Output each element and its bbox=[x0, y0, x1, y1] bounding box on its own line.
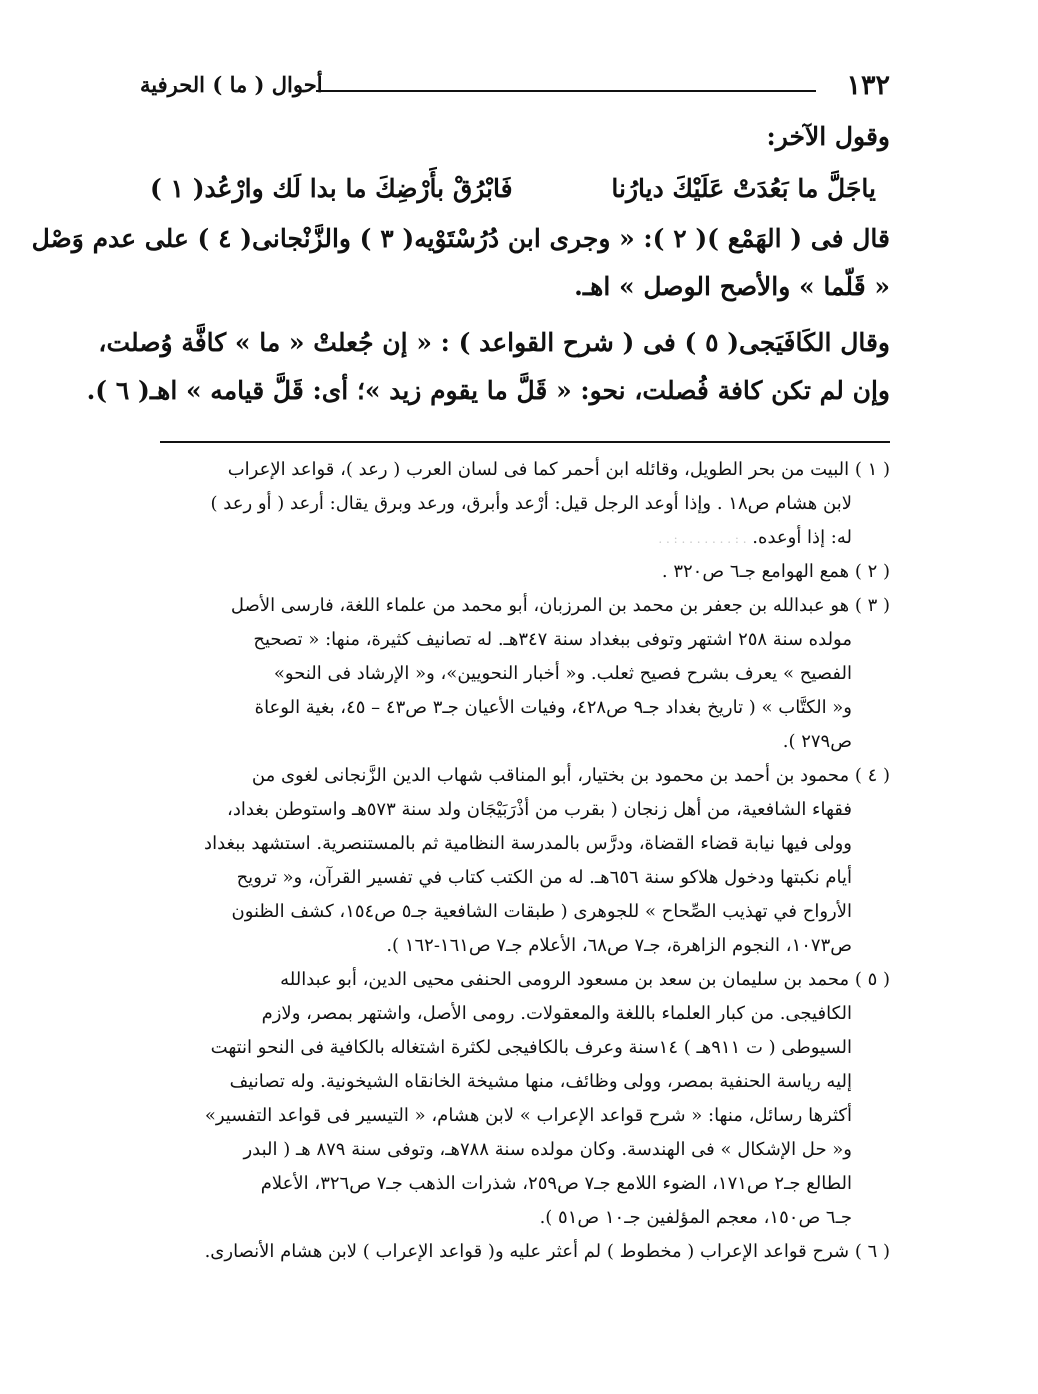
footnote-line: ( ٥ ) محمد بن سليمان بن سعد بن مسعود الرومى الحنفى محيى الدين، أبو عبدالله bbox=[280, 969, 890, 990]
footnote-line: وولى فيها نيابة قضاء القضاة، ودرَّس بالمدرسة النظامية ثم بالمستنصرية. استشهد ببغداد bbox=[204, 833, 852, 854]
footnote-line: جـ٦ ص١٥٠، معجم المؤلفين جـ١٠ ص٥١ ). bbox=[539, 1207, 852, 1228]
footnote-line: ص١٠٧٣، النجوم الزاهرة، جـ٧ ص٦٨، الأعلام جـ٧ ص١٦١-١٦٢ ). bbox=[386, 935, 852, 956]
footnote-line: ( ٢ ) همع الهوامع جـ٦ ص٣٢٠ . bbox=[661, 561, 890, 582]
footnote-line: الأرواح في تهذيب الصِّحاح » للجوهرى ( طبقات الشافعية جـ٥ ص١٥٤، كشف الظنون bbox=[231, 901, 852, 922]
paragraph-line: وقال الكَافَيَجى( ٥ ) فى ( شرح القواعد ) : « إن جُعلتْ « ما » كافَّة وُصلت، bbox=[98, 328, 890, 357]
paragraph-line: وإن لم تكن كافة فُصلت، نحو: « قَلَّ ما يقوم زيد »؛ أى: قَلَّ قيامه » اهـ( ٦ ). bbox=[86, 376, 890, 405]
page-header bbox=[140, 70, 890, 110]
footnote bbox=[140, 591, 890, 761]
scan-smudge: . : . . . . . . . : . . bbox=[658, 532, 747, 546]
main-text bbox=[31, 120, 890, 422]
footnote-line: و« حل الإشكال » فى الهندسة. وكان مولده سنة ٧٨٨هـ، وتوفى سنة ٨٧٩ هـ ( البدر bbox=[243, 1139, 852, 1160]
footnote-line: الكافيجى. من كبار العلماء باللغة والمعقولات. رومى الأصل، واشتهر بمصر، ولازم bbox=[261, 1003, 852, 1024]
footnote-line: الطالع جـ٢ ص١٧١، الضوء اللامع جـ٧ ص٢٥٩، شذرات الذهب جـ٧ ص٣٢٦، الأعلام bbox=[260, 1173, 852, 1194]
footnote-line: ( ١ ) البيت من بحر الطويل، وقائله ابن أحمر كما فى لسان العرب ( رعد )، قواعد الإعراب bbox=[227, 459, 890, 480]
footnote-line: أكثرها رسائل، منها: « شرح قواعد الإعراب » لابن هشام، « التيسير فى قواعد التفسير» bbox=[204, 1105, 852, 1126]
footnote-line: ص٢٧٩ ). bbox=[782, 731, 852, 752]
verse-second-hemistich: فَابْرُقْ بأَرْضِكَ ما بدا لَك وارْعُد( ١ ) bbox=[150, 174, 513, 203]
footnote-line: لابن هشام ص١٨ . وإذا أوعد الرجل قيل: أرْعد وأبرق، ورعد وبرق يقال: أرعد ( أو رعد ) bbox=[210, 493, 852, 514]
verse-intro: وقول الآخر: bbox=[766, 122, 890, 151]
poetry-verse bbox=[140, 164, 890, 222]
footnote-line: الفصيح » يعرف بشرح فصيح ثعلب. و« أخبار النحويين»، و« الإرشاد فى النحو» bbox=[273, 663, 852, 684]
paragraph-line: قال فى ( الهَمْع )( ٢ ): « وجرى ابن دُرُسْتَوْيه( ٣ ) والزَّنْجانى( ٤ ) على عدم وَصْل bbox=[31, 224, 890, 253]
footnote-line: أيام نكبتها ودخول هلاكو سنة ٦٥٦هـ. له من الكتب كتاب في تفسير القرآن، و« ترويح bbox=[236, 867, 852, 888]
footnotes bbox=[140, 455, 890, 1271]
footnote bbox=[140, 965, 890, 1237]
footnote-divider bbox=[160, 441, 890, 443]
footnote-line: إليه رياسة الحنفية بمصر، وولى وظائف، منها مشيخة الخانقاه الشيخونية. وله تصانيف bbox=[229, 1071, 852, 1092]
footnote-text: له: إذا أوعده. bbox=[752, 527, 852, 548]
footnote-line: مولده سنة ٢٥٨ اشتهر وتوفى ببغداد سنة ٣٤٧هـ. له تصانيف كثيرة، منها: « تصحيح bbox=[253, 629, 852, 650]
footnote bbox=[140, 1237, 890, 1271]
footnote-line: و« الكتَّاب » ( تاريخ بغداد جـ٩ ص٤٢٨، وفيات الأعيان جـ٣ ص٤٣ – ٤٥، بغية الوعاة bbox=[254, 697, 852, 718]
paragraph-gap bbox=[140, 318, 890, 326]
paragraph-line: « قَلّما » والأصح الوصل » اهـ. bbox=[574, 272, 890, 301]
page-number: ١٣٢ bbox=[846, 70, 890, 101]
footnote bbox=[140, 455, 890, 557]
footnote-line: ( ٦ ) شرح قواعد الإعراب ( مخطوط ) لم أعثر عليه و( قواعد الإعراب ) لابن هشام الأنصارى. bbox=[204, 1241, 890, 1262]
footnote-line: ( ٣ ) هو عبدالله بن جعفر بن محمد بن المرزبان، أبو محمد من علماء اللغة، فارسى الأصل bbox=[230, 595, 890, 616]
footnote-line: فقهاء الشافعية، من أهل زنجان ( بقرب من أذْرَبَيْجَان ولد سنة ٥٧٣هـ واستوطن بغداد، bbox=[227, 799, 852, 820]
footnote-line: ( ٤ ) محمود بن أحمد بن محمود بن بختيار، أبو المناقب شهاب الدين الزَّنجانى لغوى من bbox=[251, 765, 890, 786]
footnote-line: السيوطى ( ت ٩١١هـ ) ١٤سنة وعرف بالكافيجى لكثرة اشتغاله بالكافية فى النحو انتهت bbox=[210, 1037, 852, 1058]
footnote bbox=[140, 761, 890, 965]
running-title: أحوال ( ما ) الحرفية bbox=[140, 72, 323, 97]
verse-first-hemistich: ياجَلَّ ما بَعُدَتْ عَلَيْكَ ديارُنا bbox=[611, 174, 876, 203]
footnote bbox=[140, 557, 890, 591]
header-rule bbox=[316, 90, 816, 92]
footnote-line bbox=[140, 523, 890, 557]
